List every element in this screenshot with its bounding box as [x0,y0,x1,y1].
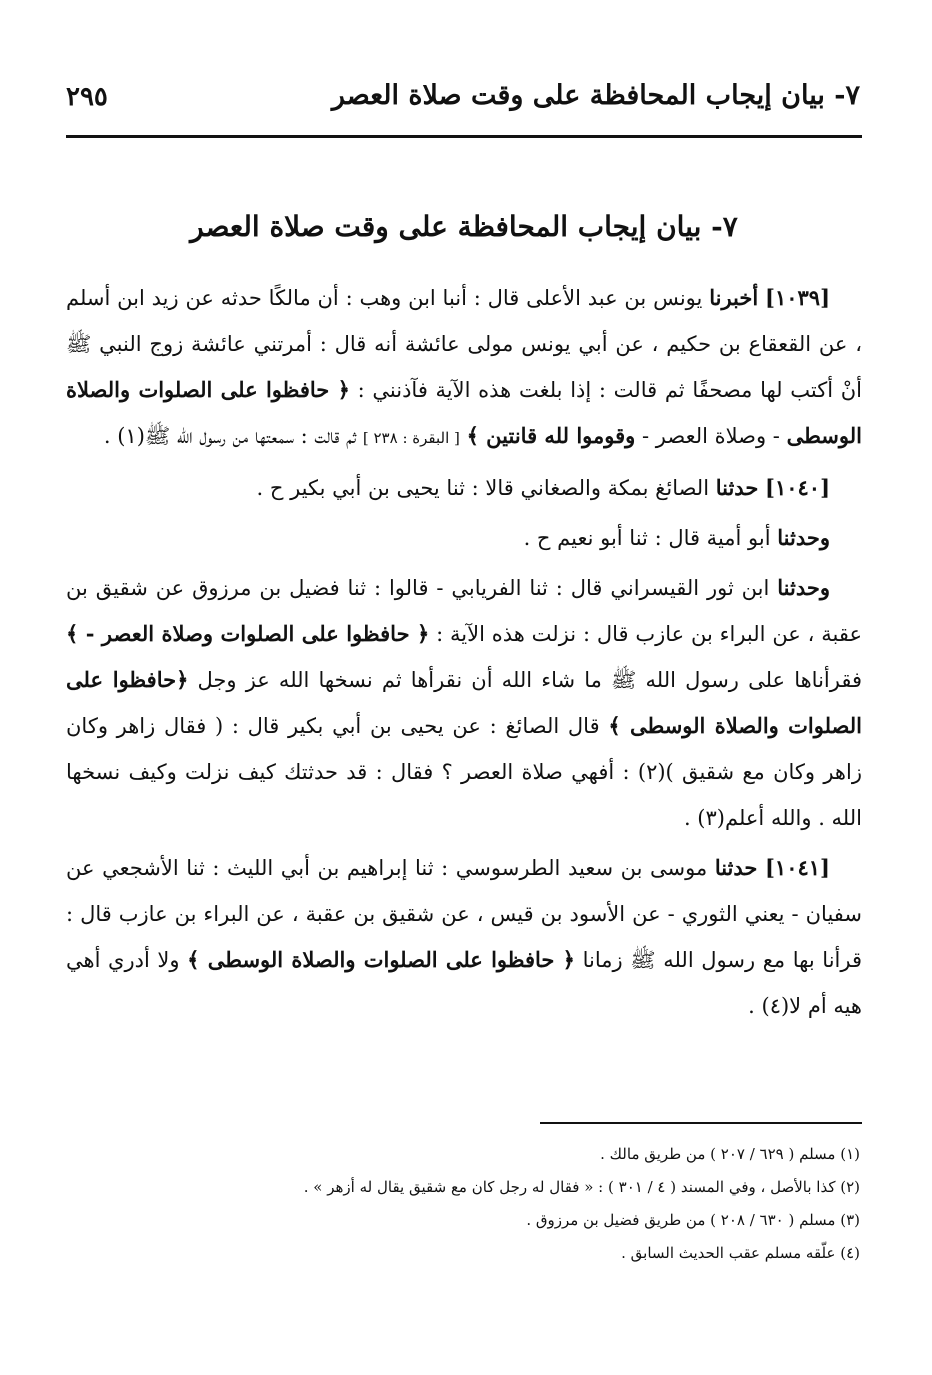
hadith-text: موسى بن سعيد الطرسوسي : ثنا إبراهيم بن أبي الليث : ثنا الأشجعي عن سفيان - يعني الثوري - عن الأسود بن قيس ، عن شقيق بن عقبة ، عن البراء بن عازب قال : قرأنا بها مع رسول الله ﷺ زمانا [66,856,862,972]
hadith-text: ابن ثور القيسراني قال : ثنا الفريابي - قالوا : ثنا فضيل بن مرزوق عن شقيق بن عقبة ، عن البراء بن عازب قال : نزلت هذه الآية : [66,576,862,646]
quran-quote: ﴿ حافظوا على الصلوات والصلاة الوسطى ﴾ [187,947,575,972]
narration-verb: وحدثنا [777,525,830,550]
running-title: ٧- بيان إيجاب المحافظة على وقت صلاة العصر [331,80,860,111]
page-number: ٢٩٥ [66,82,108,112]
hadith-number: [١٠٤١] [764,855,830,880]
quran-reference: [ البقرة : ٢٣٨ ] [362,429,460,447]
narration-verb: وحدثنا [777,575,830,600]
hadith-text: أبو أمية قال : ثنا أبو نعيم ح . [523,526,771,550]
footnote: (٣) مسلم ( ٦٣٠ / ٢٠٨ ) من طريق فضيل بن مرزوق . [526,1211,860,1229]
hadith-text: الصائغ بمكة والصغاني قالا : ثنا يحيى بن أبي بكير ح . [256,476,710,500]
chapter-title: ٧- بيان إيجاب المحافظة على وقت صلاة العصر [190,210,738,243]
narration-verb: أخبرنا [709,285,759,310]
hadith-1039 [66,275,862,461]
hadith-text: يونس بن عبد الأعلى قال : أنبا ابن وهب : أن مالكًا حدثه عن زيد ابن أسلم ، عن القعقاع بن حكيم ، عن أبي يونس مولى عائشة أنه قال : أمرتني عائشة زوج النبي ﷺ أنْ أكتب لها مصحفًا ثم قالت : إذا بلغت هذه الآية فآذنني : [66,286,862,402]
quran-quote: وقوموا لله قانتين ﴾ [466,423,636,448]
narration-verb: حدثنا [715,475,759,500]
footnote: (٤) علّقه مسلم عقب الحديث السابق . [621,1244,860,1262]
main-text [66,275,862,1033]
header-rule [66,135,862,138]
hadith-text: ولا أدري أهي هيه أم لا(٤) . [66,948,862,1018]
narration-verb: حدثنا [714,855,758,880]
chain-of-narration [66,565,862,841]
footnote: (١) مسلم ( ٦٢٩ / ٢٠٧ ) من طريق مالك . [600,1145,860,1163]
hadith-1041 [66,845,862,1029]
hadith-number: [١٠٤٠] [765,475,830,500]
hadith-number: [١٠٣٩] [765,285,830,310]
hadith-text: قال الصائغ : عن يحيى بن أبي بكير قال : ( فقال زاهر وكان زاهر وكان مع شقيق )(٢) : أفهي صلاة العصر ؟ فقال : قد حدثتك كيف نزلت وكيف نسخها الله . والله أعلم(٣) . [66,714,862,830]
hadith-1040 [66,465,862,511]
quran-quote: ﴿حافظوا على الصلوات والصلاة الوسطى ﴾ [66,667,862,738]
hadith-text: - وصلاة العصر - [642,424,780,448]
quran-quote: ﴿ حافظوا على الصلوات والصلاة الوسطى [66,377,862,448]
footnote-rule [540,1122,862,1124]
quran-quote: ﴿ حافظوا على الصلوات وصلاة العصر - ﴾ [66,621,430,646]
chain-of-narration [66,515,862,561]
hadith-text: ثم قالت : سمعتها من رسول الله ﷺ(١) . [103,424,357,448]
footnote: (٢) كذا بالأصل ، وفي المسند ( ٤ / ٣٠١ ) : « فقال له رجل كان مع شقيق يقال له أزهر » . [303,1178,860,1196]
hadith-text: فقرأناها على رسول الله ﷺ ما شاء الله أن نقرأها ثم نسخها الله عز وجل [197,668,862,692]
footnotes [66,1138,860,1270]
